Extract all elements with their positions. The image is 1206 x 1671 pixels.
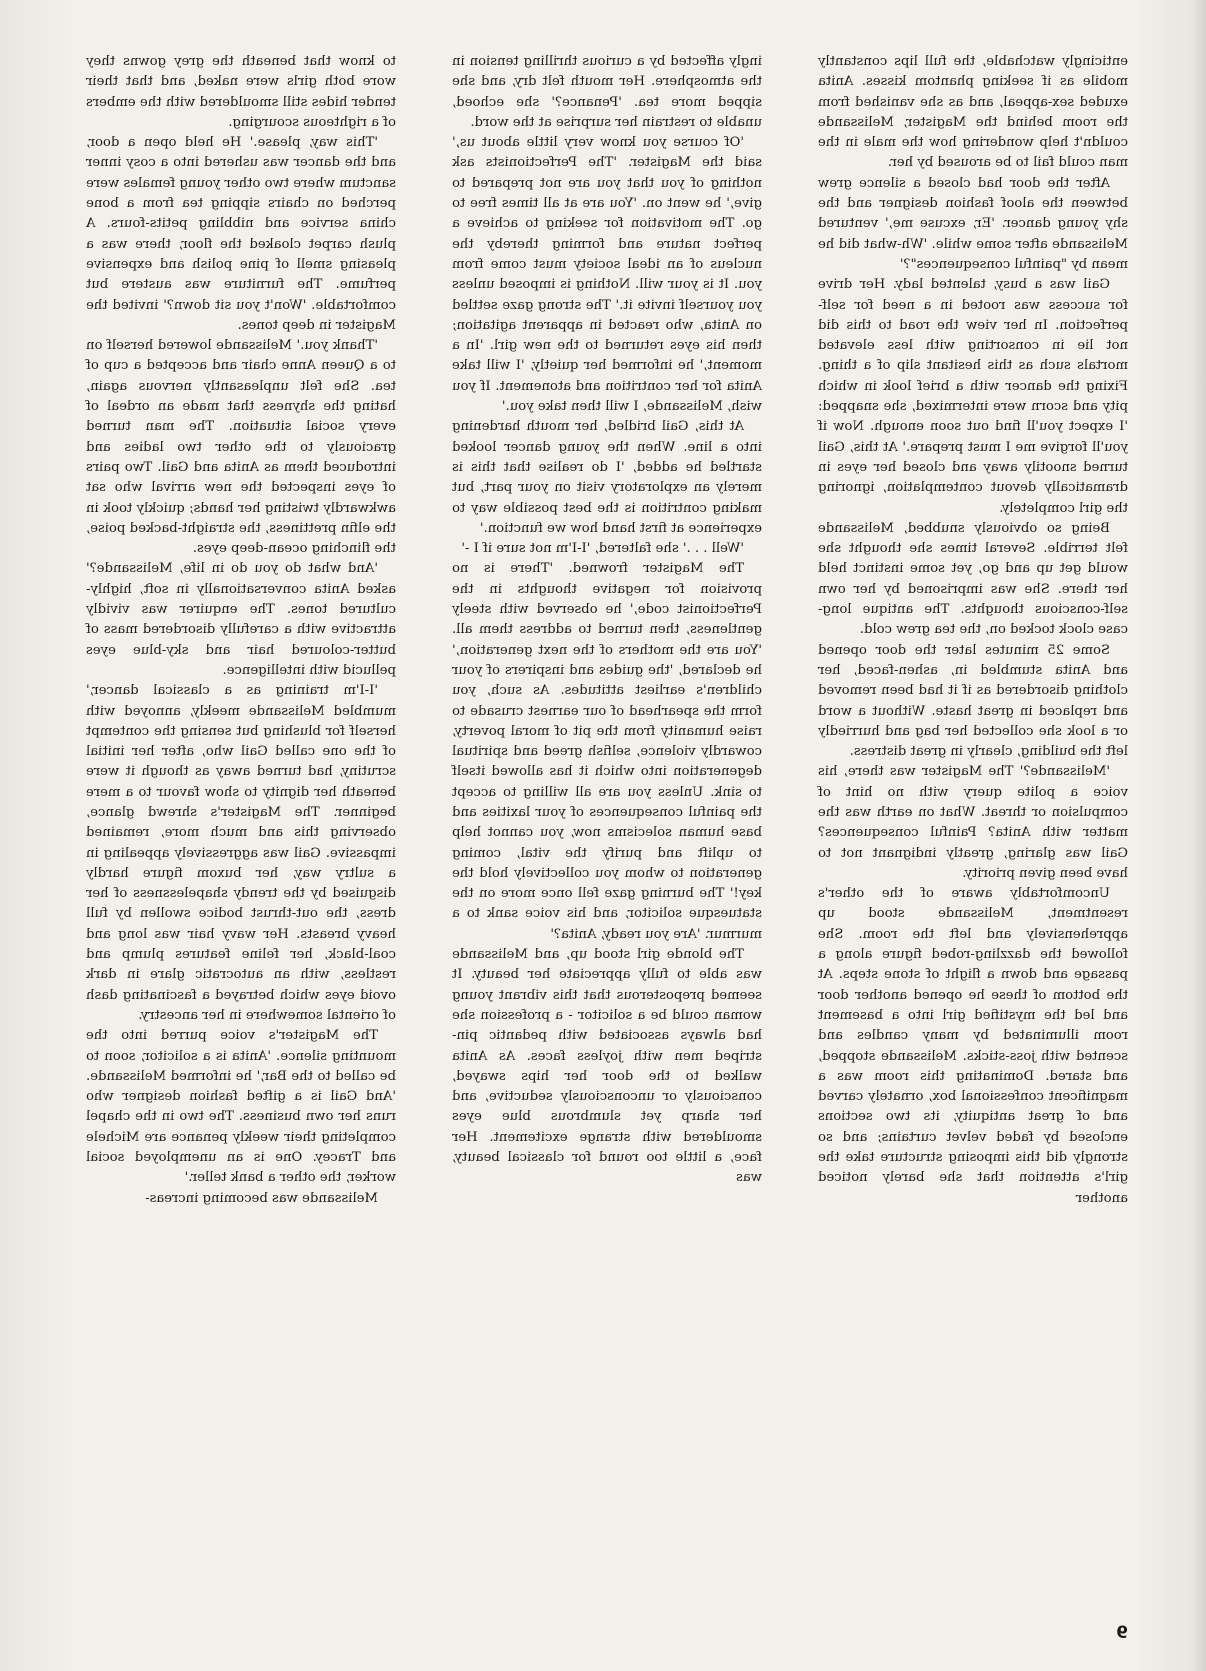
paragraph: After the door had closed a silence grew between the aloof fashion designer and the shy young dancer. 'Er, excuse me,' ventured Melissande after some while. 'Wh-what did he mean by "painful consequences"?' [818,175,1128,272]
paragraph: At this, Gail bridled, her mouth hardening into a line. When the young dancer looked startled he added, 'I do realise that this is merely an exploratory visit on your part, but making contrition is the best possible way to experience at first hand how we function.' [452,419,762,536]
paragraph: The Magister frowned. 'There is no provision for negative thoughts in the Perfectionist code,' he observed with steely gentleness, then turned to address them all. 'You are the mothers of the next generation,' he declared, 'the guides and inspirers of your children's earliest attitudes. As such, you form the spearhead of our earnest crusade to raise humanity from the pit of moral poverty, cowardly violence, selfish greed and spiritual degeneration into which it has allowed itself to sink. Unless you are all willing to accept the painful consequences of your laxities and base human solecisms now, you cannot help to uplift and purify the vital, coming generation to whom you collectively hold the key!' The burning gaze fell once more on the statuesque solicitor, and his voice sank to a murmur. 'Are you ready, Anita?' [452,561,762,942]
page-edge-shadow [1192,0,1206,1671]
text-column-2 [452,52,762,1189]
paragraph: 'Well . . .' she faltered, 'I-I'm not sure if I -' [461,541,744,557]
paragraph: Some 25 minutes later the door opened and Anita stumbled in, ashen-faced, her clothing disordered as if it had been removed and replaced in great haste. Without a word or a look she collected her bag and hurriedly left the building, clearly in great distress. [818,642,1128,760]
text-column-1 [86,52,396,1209]
paragraph: Being so obviously snubbed, Melissande felt terrible. Several times she thought she would get up and go, yet some instinct held her there. She was imprisoned by her own self-conscious thoughts. The antique long-case clock tocked on, the tea grew cold. [818,520,1128,638]
paragraph: Gail was a busy, talented lady. Her drive for success was rooted in a need for self-perfection. In her view the road to this did not lie in consorting with less elevated mortals such as this hesitant slip of a thing. Fixing the dancer with a brief look in which pity and scorn were intermixed, she snapped: 'I expect you'll find out soon enough. Now if you'll forgive me I must prepare.' At this, Gail turned snootily away and closed her eyes in dramatically devout contemplation, ignoring the girl completely. [818,277,1128,516]
paragraph: The blonde girl stood up, and Melissande was able to fully appreciate her beauty. It seemed preposterous that this vibrant young woman could be a solicitor - a profession she had always associated with pedantic pin-striped men with joyless faces. As Anita walked to the door her hips swayed, consciously or unconsciously seductive, and her sharp yet slumbrous blue eyes smouldered with strange excitement. Her face, a little too round for classical beauty, was [452,947,762,1186]
text-column-3 [818,52,1128,1209]
paragraph: enticingly watchable, the full lips constantly mobile as if seeking phantom kisses. Anita exuded sex-appeal, and as she vanished from the room behind the Magister, Melissande couldn't help wondering how the male in the man could fail to be aroused by her. [818,54,1128,171]
paragraph: ingly affected by a curious thrilling tension in the atmosphere. Her mouth felt dry, and she sipped more tea. 'Penance?' she echoed, unable to restrain her surprise at the word. [452,54,762,130]
paragraph: Uncomfortably aware of the other's resentment, Melissande stood up apprehensively and left the room. She followed the dazzling-robed figure along a passage and down a flight of stone steps. At the bottom of these he opened another door and led the mystified girl into a basement room illuminated by many candles and scented with joss-sticks. Melissande stopped, and stared. Dominating this room was a magnificent confessional box, ornately carved and of great antiquity, its two sections enclosed by faded velvet curtains; and so strongly did this imposing structure take the girl's attention that she barely noticed another [818,886,1128,1206]
page-number: 9 [1116,1623,1128,1643]
paragraph: The Magister's voice purred into the mounting silence. 'Anita is a solicitor, soon to be called to the Bar,' he informed Melissande. 'And Gail is a gifted fashion designer who runs her own business. The two in the chapel completing their weekly penance are Michele and Tracey. One is an unemployed social worker, the other a bank teller.' [86,1028,396,1186]
paragraph: Melissande was becoming increas- [145,1190,378,1206]
paragraph: 'And what do you do in life, Melissande?' asked Anita conversationally in soft, highly-cultured tones. The enquirer was vividly attractive with a carefully disordered mass of butter-coloured hair and sky-blue eyes pellucid with intelligence. [86,561,396,678]
paragraph: 'Melissande?' The Magister was there, his voice a polite query with no hint of compulsion or threat. What on earth was the matter with Anita? Painful consequences? Gail was glaring, greatly indignant not to have been given priority. [818,764,1128,881]
paragraph: 'This way, please.' He held open a door, and the dancer was ushered into a cosy inner sanctum where two other young females were perched on chairs sipping tea from a bone china service and nibbling petits-fours. A plush carpet cloaked the floor, there was a pleasing smell of pine polish and expensive perfume. The furniture was austere but comfortable. 'Won't you sit down?' invited the Magister in deep tones. [86,135,396,333]
paragraph: 'I-I'm training as a classical dancer,' mumbled Melissande meekly, annoyed with herself for blushing but sensing the contempt of the one called Gail who, after her initial scrutiny, had turned away as though it were beneath her dignity to show favour to a mere beginner. The Magister's shrewd glance, observing this and much more, remained impassive. Gail was aggressively appealing in a sultry way, her buxom figure hardly disguised by the trendy shapelessness of her dress, the out-thrust bodice swollen by full heavy breasts. Her wavy hair was long and coal-black, her feline features plump and restless, with an autocratic glare in dark ovoid eyes which betrayed a fascinating dash of oriental somewhere in her ancestry. [86,683,396,1023]
paragraph: 'Thank you.' Melissande lowered herself on to a Queen Anne chair and accepted a cup of tea. She felt unpleasantly nervous again, hating the shyness that made an ordeal of every social situation. The man turned graciously to the other two ladies and introduced them as Anita and Gail. Two pairs of eyes inspected the new arrival who sat awkwardly twisting her hands; quickly took in the elfin prettiness, the straight-backed poise, the flinching ocean-deep eyes. [86,338,396,557]
paragraph: to know that beneath the grey gowns they wore both girls were naked, and that their tender hides still smouldered with the embers of a righteous scourging. [86,54,396,130]
paragraph: 'Of course you know very little about us,' said the Magister. 'The Perfectionists ask nothing of you that you are not prepared to give,' he went on. 'You are at all times free to go. The motivation for seeking to achieve a perfect nature and forming thereby the nucleus of an ideal society must come from you. It is your will. Nothing is imposed unless you yourself invite it.' The strong gaze settled on Anita, who reacted in apparent agitation; then his eyes returned to the new girl. 'In a moment,' he informed her quietly, 'I will take Anita for her contrition and atonement. If you wish, Melissande, I will then take you.' [452,135,762,415]
